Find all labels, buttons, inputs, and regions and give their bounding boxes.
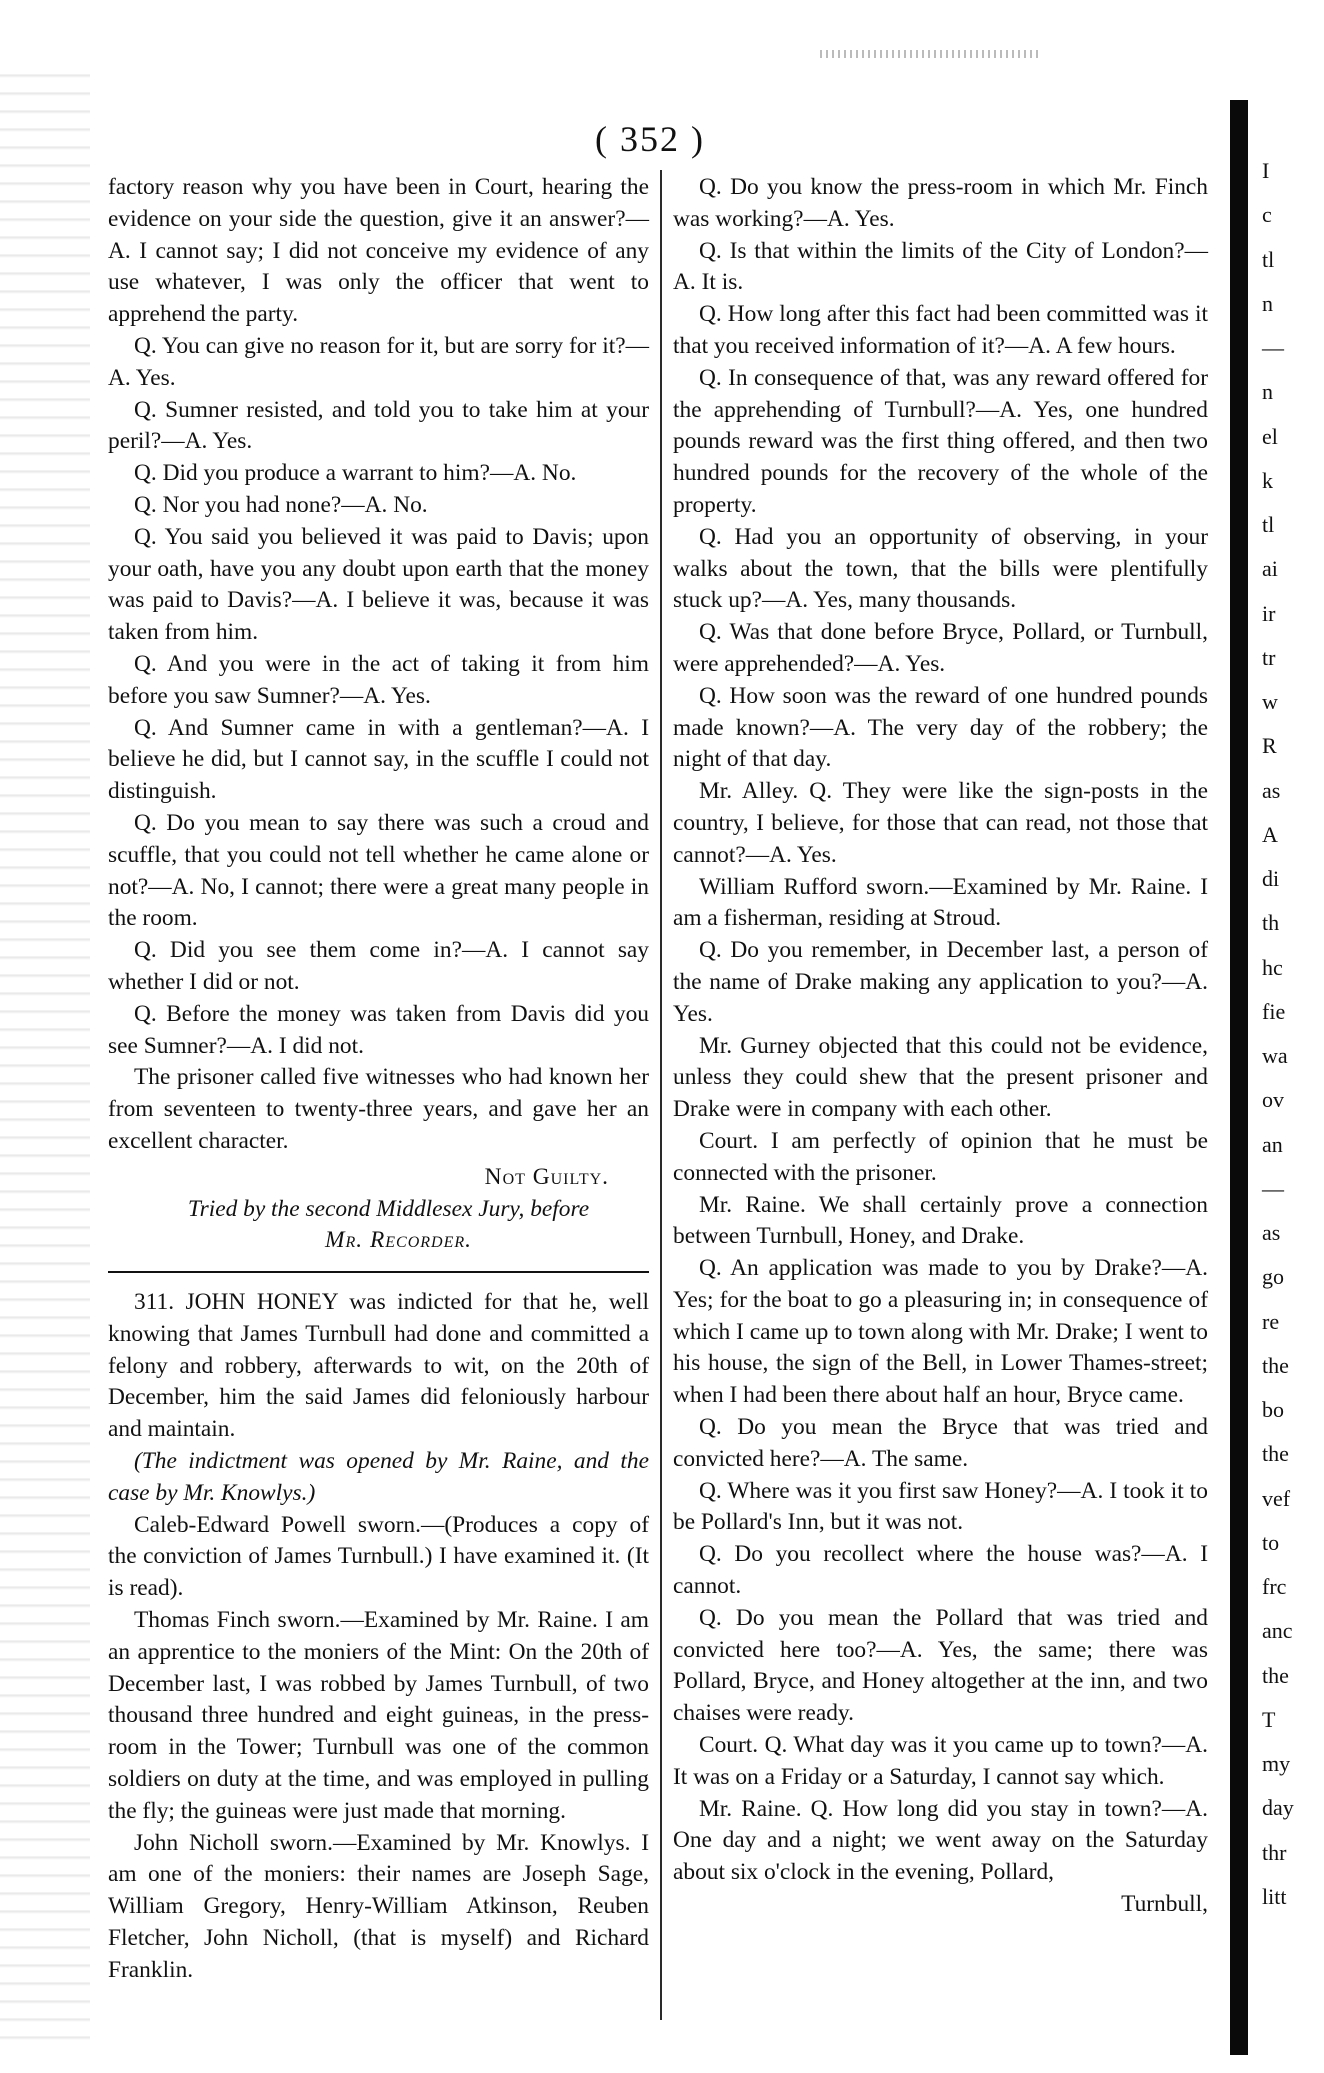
- margin-fragment: re: [1262, 1308, 1280, 1334]
- binding-gutter: [0, 60, 90, 2050]
- left-column: [108, 172, 649, 1987]
- paragraph: Q. Do you remember, in December last, a person of the name of Drake making any application to you?—A. Yes.: [673, 937, 1208, 1027]
- margin-fragment: th: [1262, 910, 1280, 936]
- paragraph: Q. Is that within the limits of the City of London?—A. It is.: [673, 237, 1208, 296]
- paragraph: Q. You said you believed it was paid to Davis; upon your oath, have you any doubt upon earth that the money was paid to Davis?—A. I believe it was, because it was taken from him.: [108, 523, 649, 646]
- margin-fragment: di: [1262, 866, 1280, 891]
- paragraph: William Rufford sworn.—Examined by Mr. Raine. I am a fisherman, residing at Stroud.: [673, 873, 1208, 932]
- paragraph: Q. Sumner resisted, and told you to take him at your peril?—A. Yes.: [108, 396, 649, 455]
- page-edge-shadow: [1230, 100, 1248, 2055]
- margin-fragment: thr: [1262, 1839, 1287, 1865]
- margin-fragment: day: [1262, 1795, 1294, 1821]
- margin-fragment: to: [1262, 1529, 1280, 1555]
- margin-fragment: c: [1262, 202, 1272, 228]
- paragraph: factory reason why you have been in Court, hearing the evidence on your side the question, give it an answer?—A. I cannot say; I did not conceive my evidence of any use whatever, I was only the officer that went to apprehend the party.: [108, 174, 649, 328]
- paragraph: Q. Nor you had none?—A. No.: [134, 491, 428, 518]
- paragraph: Q. You can give no reason for it, but are sorry for it?—A. Yes.: [108, 332, 649, 391]
- right-column-testimony: [673, 172, 1208, 1889]
- case-heading: 311. JOHN HONEY was indicted for that he, well knowing that James Turnbull had done and committed a felony and robbery, afterwards to wit, on the 20th of December, him the said James did feloniously harbour and maintain.: [108, 1289, 649, 1443]
- margin-fragment: wa: [1262, 1043, 1288, 1068]
- verdict: Not Guilty.: [484, 1163, 609, 1190]
- margin-fragment: T: [1262, 1706, 1276, 1732]
- margin-fragment: —: [1262, 335, 1284, 360]
- catchword: Turnbull,: [1121, 1891, 1208, 1918]
- recorder-line: Mr. Recorder.: [325, 1227, 472, 1254]
- margin-fragment: hc: [1262, 954, 1283, 980]
- page-number: ( 352 ): [595, 119, 705, 159]
- margin-fragment: n: [1262, 379, 1273, 405]
- margin-fragment: an: [1262, 1131, 1283, 1157]
- paragraph: Q. Do you recollect where the house was?—A. I cannot.: [673, 1541, 1208, 1600]
- paragraph: Q. And Sumner came in with a gentleman?—A. I believe he did, but I cannot say, in the scuffle I could not distinguish.: [108, 714, 649, 805]
- paragraph: Q. In consequence of that, was any reward offered for the apprehending of Turnbull?—A. Yes, one hundred pounds reward was the first thing offered, and then two hundred pounds for the recovery of the whole of the property.: [673, 364, 1208, 518]
- print-smudge: [820, 50, 1040, 58]
- right-column: [673, 172, 1208, 1921]
- paragraph: Q. Where was it you first saw Honey?—A. I took it to be Pollard's Inn, but it was not.: [673, 1477, 1208, 1536]
- paragraph: Q. Do you mean to say there was such a croud and scuffle, that you could not tell whether he came alone or not?—A. No, I cannot; there were a great many people in the room.: [108, 809, 649, 932]
- margin-fragment: el: [1262, 423, 1278, 449]
- paragraph: Thomas Finch sworn.—Examined by Mr. Raine. I am an apprentice to the moniers of the Mint: On the 20th of December last, I was robbed by James Turnbull, of two thousand three hundred and eight guineas, in the press-room in the Tower; Turnbull was one of the common soldiers on duty at the time, and was employed in pulling the fly; the guineas were just made that morning.: [108, 1607, 649, 1824]
- case-note: (The indictment was opened by Mr. Raine, and the case by Mr. Knowlys.): [108, 1448, 649, 1506]
- margin-fragment: as: [1262, 1220, 1281, 1245]
- paragraph: Court. Q. What day was it you came up to town?—A. It was on a Friday or a Saturday, I cannot say which.: [673, 1732, 1208, 1790]
- paragraph: Q. Do you mean the Pollard that was tried and convicted here too?—A. Yes, the same; there was Pollard, Bryce, and Honey altogether at the inn, and two chaises were ready.: [673, 1604, 1208, 1727]
- paragraph: Court. I am perfectly of opinion that he must be connected with the prisoner.: [673, 1127, 1208, 1186]
- paragraph: Q. How long after this fact had been committed was it that you received information of it?—A. A few hours.: [673, 301, 1208, 359]
- paragraph: John Nicholl sworn.—Examined by Mr. Knowlys. I am one of the moniers: their names are Joseph Sage, William Gregory, Henry-William Atkinson, Reuben Fletcher, John Nicholl, (that is myself) and Richard Franklin.: [108, 1829, 649, 1983]
- paragraph: Mr. Alley. Q. They were like the sign-posts in the country, I believe, for those that can read, not those that cannot?—A. Yes.: [673, 778, 1208, 868]
- left-column-testimony-2: [108, 1510, 649, 1987]
- paragraph: Q. Do you know the press-room in which Mr. Finch was working?—A. Yes.: [673, 174, 1208, 232]
- margin-fragment: k: [1262, 467, 1273, 493]
- margin-fragment: —: [1262, 1175, 1284, 1201]
- margin-fragment: ov: [1262, 1087, 1284, 1113]
- margin-fragment: my: [1262, 1751, 1291, 1776]
- column-rule: [660, 170, 662, 2020]
- margin-fragment: bo: [1262, 1397, 1284, 1422]
- margin-fragment: ai: [1262, 556, 1278, 582]
- paragraph: Mr. Raine. Q. How long did you stay in town?—A. One day and a night; we went away on the Saturday about six o'clock in the evening, Pollard,: [673, 1795, 1208, 1886]
- margin-fragment: litt: [1262, 1883, 1287, 1909]
- paragraph: Q. Do you mean the Bryce that was tried and convicted here?—A. The same.: [673, 1414, 1208, 1472]
- paragraph: Caleb-Edward Powell sworn.—(Produces a copy of the conviction of James Turnbull.) I have examined it. (It is read).: [108, 1511, 649, 1602]
- section-divider: [108, 1271, 649, 1273]
- margin-fragment: I: [1262, 158, 1270, 183]
- paragraph: Q. Had you an opportunity of observing, in your walks about the town, that the bills were plentifully stuck up?—A. Yes, many thousands.: [673, 523, 1208, 614]
- paragraph: Q. And you were in the act of taking it from him before you saw Sumner?—A. Yes.: [108, 650, 649, 709]
- margin-fragment: w: [1262, 689, 1278, 714]
- margin-fragment: n: [1262, 290, 1273, 316]
- paragraph: Q. Was that done before Bryce, Pollard, or Turnbull, were apprehended?—A. Yes.: [673, 619, 1208, 677]
- paragraph: The prisoner called five witnesses who had known her from seventeen to twenty-three years, and gave her an excellent character.: [108, 1064, 649, 1154]
- margin-fragment: vef: [1262, 1485, 1291, 1511]
- tried-by-line: Tried by the second Middlesex Jury, before: [187, 1195, 590, 1222]
- margin-fragment: tr: [1262, 644, 1276, 670]
- margin-fragment: fie: [1262, 998, 1286, 1024]
- margin-fragment: the: [1262, 1352, 1289, 1378]
- margin-fragment: tl: [1262, 512, 1275, 537]
- paragraph: Mr. Raine. We shall certainly prove a connection between Turnbull, Honey, and Drake.: [673, 1191, 1208, 1250]
- margin-fragment: as: [1262, 777, 1281, 803]
- paragraph: Q. Did you see them come in?—A. I cannot say whether I did or not.: [108, 937, 649, 995]
- paragraph: Q. An application was made to you by Drake?—A. Yes; for the boat to go a pleasuring in; in consequence of which I came up to town along with Mr. Drake; I went to his house, the sign of the Bell, in Lower Thames-street; when I had been there about half an hour, Bryce came.: [673, 1255, 1208, 1409]
- margin-fragment: the: [1262, 1662, 1289, 1688]
- left-column-testimony: [108, 172, 649, 1158]
- margin-fragment: ir: [1262, 600, 1276, 626]
- paragraph: Q. How soon was the reward of one hundred pounds made known?—A. The very day of the robbery; the night of that day.: [673, 682, 1208, 773]
- margin-fragment: tl: [1262, 246, 1275, 272]
- margin-fragment: R: [1262, 733, 1277, 759]
- paragraph: Q. Before the money was taken from Davis did you see Sumner?—A. I did not.: [108, 1000, 649, 1059]
- margin-fragment: anc: [1262, 1618, 1293, 1644]
- paragraph: Mr. Gurney objected that this could not be evidence, unless they could shew that the present prisoner and Drake were in company with each other.: [673, 1032, 1208, 1123]
- margin-fragment: go: [1262, 1264, 1284, 1290]
- margin-fragment: A: [1262, 821, 1278, 847]
- margin-fragment: frc: [1262, 1574, 1287, 1599]
- paragraph: Q. Did you produce a warrant to him?—A. No.: [134, 460, 577, 487]
- margin-fragment: the: [1262, 1441, 1289, 1467]
